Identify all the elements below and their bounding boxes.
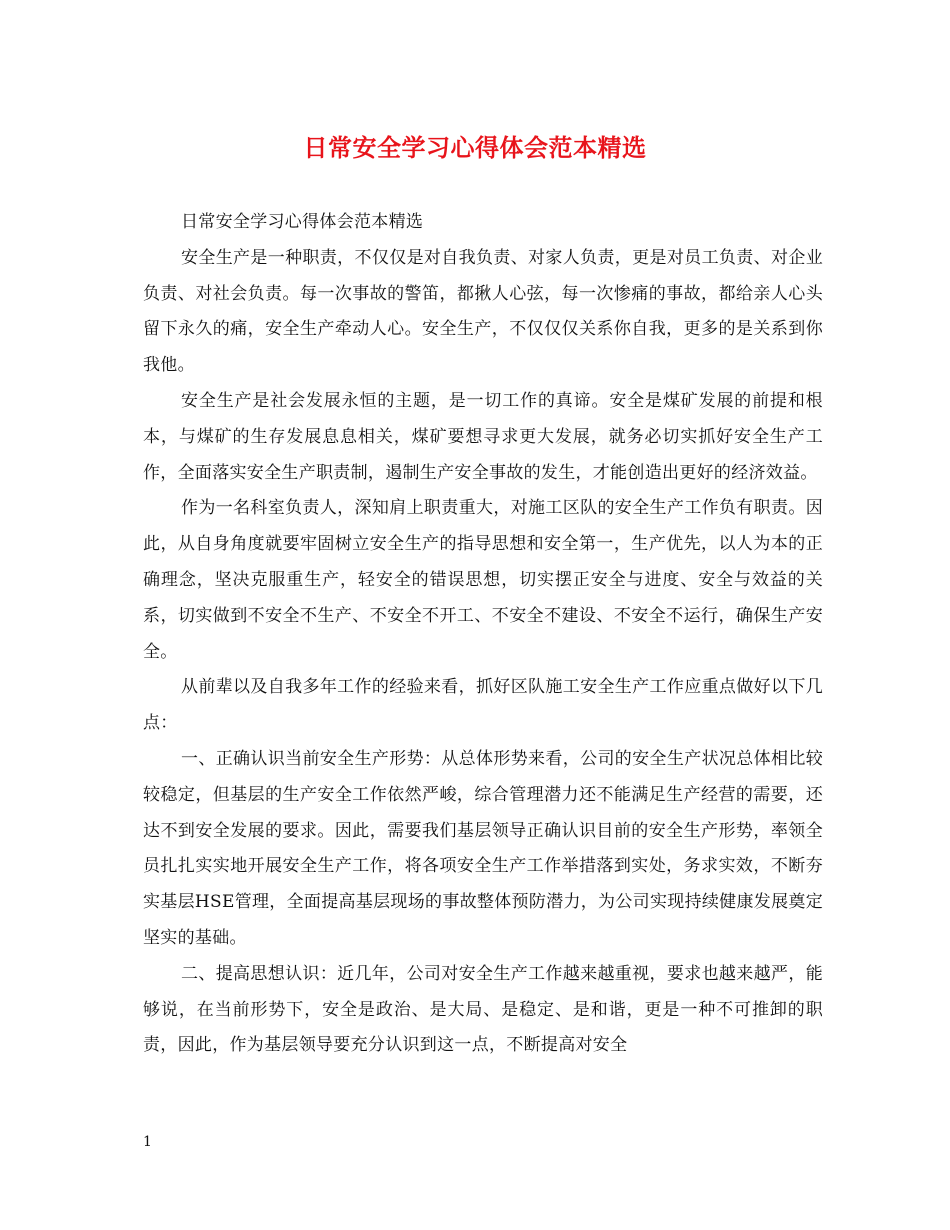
paragraph: 安全生产是一种职责，不仅仅是对自我负责、对家人负责，更是对员工负责、对企业负责、对社会负责。每一次事故的警笛，都揪人心弦，每一次惨痛的事故，都给亲人心头留下永久的痛，安全生产牵动人心。安全生产，不仅仅仅关系你自我，更多的是关系到你我他。 <box>143 247 823 376</box>
paragraph-subtitle: 日常安全学习心得体会范本精选 <box>181 212 424 232</box>
document-title: 日常安全学习心得体会范本精选 <box>303 133 647 162</box>
paragraph: 二、提高思想认识：近几年，公司对安全生产工作越来越重视，要求也越来越严，能够说，在当前形势下，安全是政治、是大局、是稳定、是和谐，更是一种不可推卸的职责，因此，作为基层领导要充分认识到这一点，不断提高对安全 <box>143 963 823 1056</box>
paragraph: 安全生产是社会发展永恒的主题，是一切工作的真谛。安全是煤矿发展的前提和根本，与煤矿的生存发展息息相关，煤矿要想寻求更大发展，就务必切实抓好安全生产工作，全面落实安全生产职责制，遏制生产安全事故的发生，才能创造出更好的经济效益。 <box>143 390 823 483</box>
paragraph: 从前辈以及自我多年工作的经验来看，抓好区队施工安全生产工作应重点做好以下几点： <box>143 677 823 734</box>
document-body <box>143 205 823 1064</box>
page-number: 1 <box>143 1134 152 1150</box>
paragraph: 作为一名科室负责人，深知肩上职责重大，对施工区队的安全生产工作负有职责。因此，从自身角度就要牢固树立安全生产的指导思想和安全第一，生产优先，以人为本的正确理念，坚决克服重生产，轻安全的错误思想，切实摆正安全与进度、安全与效益的关系，切实做到不安全不生产、不安全不开工、不安全不建设、不安全不运行，确保生产安全。 <box>143 498 823 662</box>
paragraph: 一、正确认识当前安全生产形势：从总体形势来看，公司的安全生产状况总体相比较较稳定，但基层的生产安全工作依然严峻，综合管理潜力还不能满足生产经营的需要，还达不到安全发展的要求。因此，需要我们基层领导正确认识目前的安全生产形势，率领全员扎扎实实地开展安全生产工作，将各项安全生产工作举措落到实处，务求实效，不断夯实基层HSE管理，全面提高基层现场的事故整体预防潜力，为公司实现持续健康发展奠定坚实的基础。 <box>143 748 823 948</box>
